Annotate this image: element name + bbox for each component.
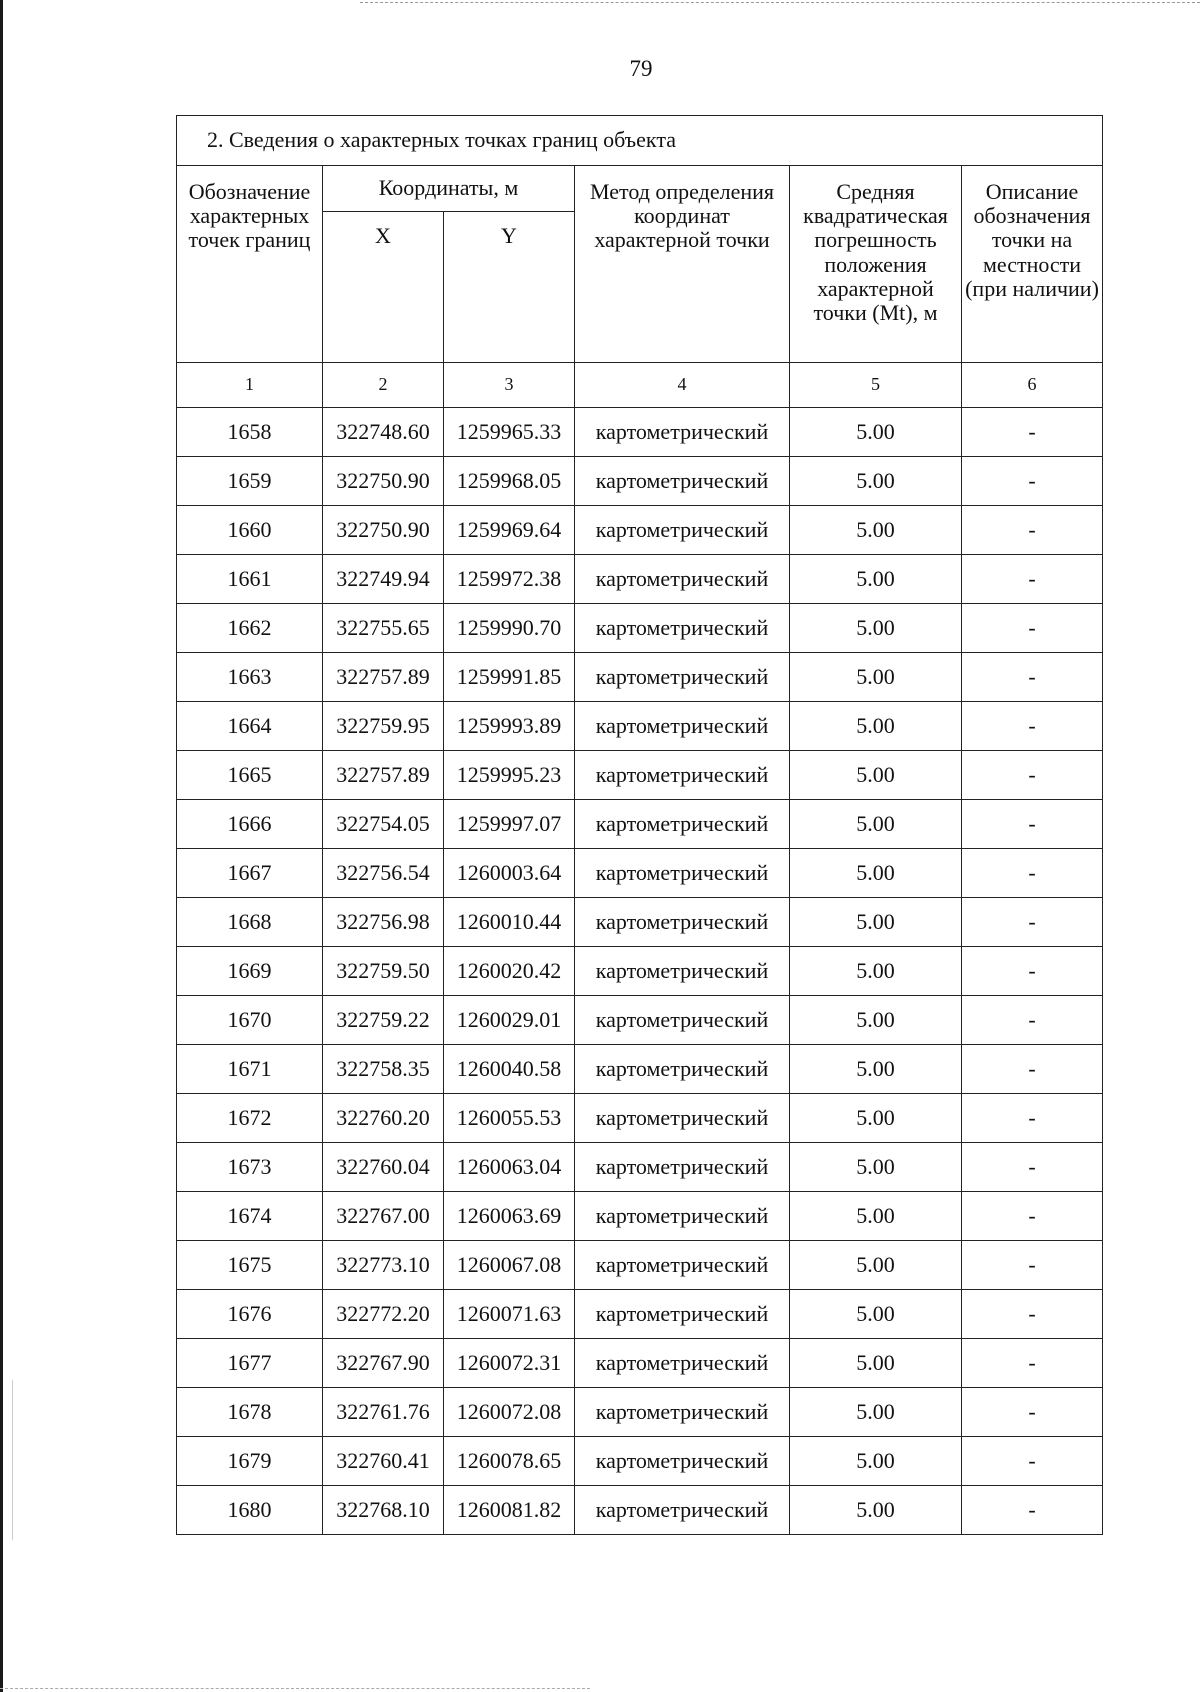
description-cell: - (962, 555, 1103, 604)
table-row (177, 457, 1103, 506)
y-coordinate-cell: 1259997.07 (444, 800, 575, 849)
point-number-cell: 1675 (177, 1241, 323, 1290)
x-coordinate-cell: 322768.10 (323, 1486, 444, 1535)
point-number-cell: 1678 (177, 1388, 323, 1437)
scan-artifact-margin (12, 1380, 13, 1540)
table-row (177, 1241, 1103, 1290)
description-cell: - (962, 849, 1103, 898)
description-cell: - (962, 1143, 1103, 1192)
accuracy-cell: 5.00 (790, 408, 962, 457)
point-number-cell: 1659 (177, 457, 323, 506)
header-y: Y (444, 212, 575, 363)
y-coordinate-cell: 1260081.82 (444, 1486, 575, 1535)
method-cell: картометрический (575, 702, 790, 751)
accuracy-cell: 5.00 (790, 947, 962, 996)
x-coordinate-cell: 322773.10 (323, 1241, 444, 1290)
y-coordinate-cell: 1259990.70 (444, 604, 575, 653)
accuracy-cell: 5.00 (790, 1192, 962, 1241)
accuracy-cell: 5.00 (790, 1486, 962, 1535)
table-row (177, 1339, 1103, 1388)
point-number-cell: 1661 (177, 555, 323, 604)
x-coordinate-cell: 322756.98 (323, 898, 444, 947)
accuracy-cell: 5.00 (790, 506, 962, 555)
description-cell: - (962, 506, 1103, 555)
point-number-cell: 1676 (177, 1290, 323, 1339)
description-cell: - (962, 1094, 1103, 1143)
y-coordinate-cell: 1260072.08 (444, 1388, 575, 1437)
x-coordinate-cell: 322758.35 (323, 1045, 444, 1094)
method-cell: картометрический (575, 604, 790, 653)
description-cell: - (962, 898, 1103, 947)
table-row (177, 1437, 1103, 1486)
table-row (177, 1192, 1103, 1241)
x-coordinate-cell: 322759.95 (323, 702, 444, 751)
accuracy-cell: 5.00 (790, 457, 962, 506)
accuracy-cell: 5.00 (790, 604, 962, 653)
table-row (177, 1486, 1103, 1535)
header-x: X (323, 212, 444, 363)
description-cell: - (962, 702, 1103, 751)
description-cell: - (962, 1388, 1103, 1437)
header-point-designation: Обозначение характерных точек границ (177, 166, 323, 363)
x-coordinate-cell: 322772.20 (323, 1290, 444, 1339)
point-number-cell: 1668 (177, 898, 323, 947)
x-coordinate-cell: 322760.41 (323, 1437, 444, 1486)
table-row (177, 1143, 1103, 1192)
column-number: 5 (790, 363, 962, 408)
y-coordinate-cell: 1260040.58 (444, 1045, 575, 1094)
method-cell: картометрический (575, 1290, 790, 1339)
x-coordinate-cell: 322750.90 (323, 457, 444, 506)
table-row (177, 751, 1103, 800)
point-number-cell: 1671 (177, 1045, 323, 1094)
accuracy-cell: 5.00 (790, 1094, 962, 1143)
method-cell: картометрический (575, 1045, 790, 1094)
method-cell: картометрический (575, 1437, 790, 1486)
point-number-cell: 1665 (177, 751, 323, 800)
description-cell: - (962, 457, 1103, 506)
table-row (177, 996, 1103, 1045)
column-number: 2 (323, 363, 444, 408)
method-cell: картометрический (575, 1486, 790, 1535)
accuracy-cell: 5.00 (790, 800, 962, 849)
accuracy-cell: 5.00 (790, 1437, 962, 1486)
scan-artifact-bottom (0, 1688, 590, 1690)
table-row (177, 1045, 1103, 1094)
point-number-cell: 1673 (177, 1143, 323, 1192)
accuracy-cell: 5.00 (790, 702, 962, 751)
column-numbers-row (177, 363, 1103, 408)
accuracy-cell: 5.00 (790, 653, 962, 702)
table-row (177, 653, 1103, 702)
point-number-cell: 1662 (177, 604, 323, 653)
column-number: 1 (177, 363, 323, 408)
accuracy-cell: 5.00 (790, 1045, 962, 1094)
y-coordinate-cell: 1260078.65 (444, 1437, 575, 1486)
page-number: 79 (629, 56, 653, 81)
y-coordinate-cell: 1259972.38 (444, 555, 575, 604)
description-cell: - (962, 800, 1103, 849)
y-coordinate-cell: 1260067.08 (444, 1241, 575, 1290)
method-cell: картометрический (575, 1339, 790, 1388)
method-cell: картометрический (575, 996, 790, 1045)
point-number-cell: 1672 (177, 1094, 323, 1143)
x-coordinate-cell: 322760.04 (323, 1143, 444, 1192)
table-caption: 2. Сведения о характерных точках границ объекта (177, 116, 1103, 166)
point-number-cell: 1666 (177, 800, 323, 849)
y-coordinate-cell: 1260063.69 (444, 1192, 575, 1241)
header-method: Метод определения координат характерной точки (575, 166, 790, 363)
scan-artifact-top (360, 2, 1200, 4)
method-cell: картометрический (575, 1192, 790, 1241)
method-cell: картометрический (575, 849, 790, 898)
method-cell: картометрический (575, 947, 790, 996)
point-number-cell: 1667 (177, 849, 323, 898)
point-number-cell: 1660 (177, 506, 323, 555)
y-coordinate-cell: 1259995.23 (444, 751, 575, 800)
y-coordinate-cell: 1259993.89 (444, 702, 575, 751)
column-number: 6 (962, 363, 1103, 408)
x-coordinate-cell: 322756.54 (323, 849, 444, 898)
table-row (177, 1388, 1103, 1437)
y-coordinate-cell: 1260063.04 (444, 1143, 575, 1192)
description-cell: - (962, 1192, 1103, 1241)
description-cell: - (962, 947, 1103, 996)
table-row (177, 555, 1103, 604)
x-coordinate-cell: 322755.65 (323, 604, 444, 653)
x-coordinate-cell: 322757.89 (323, 751, 444, 800)
y-coordinate-cell: 1260003.64 (444, 849, 575, 898)
x-coordinate-cell: 322760.20 (323, 1094, 444, 1143)
table-row (177, 947, 1103, 996)
point-number-cell: 1663 (177, 653, 323, 702)
accuracy-cell: 5.00 (790, 1143, 962, 1192)
column-number: 4 (575, 363, 790, 408)
header-description: Описание обозначения точки на местности (при наличии) (962, 166, 1103, 363)
table-row (177, 408, 1103, 457)
method-cell: картометрический (575, 1241, 790, 1290)
point-number-cell: 1674 (177, 1192, 323, 1241)
accuracy-cell: 5.00 (790, 1388, 962, 1437)
x-coordinate-cell: 322759.50 (323, 947, 444, 996)
method-cell: картометрический (575, 1094, 790, 1143)
method-cell: картометрический (575, 408, 790, 457)
y-coordinate-cell: 1259969.64 (444, 506, 575, 555)
table-row (177, 1094, 1103, 1143)
x-coordinate-cell: 322761.76 (323, 1388, 444, 1437)
description-cell: - (962, 996, 1103, 1045)
point-number-cell: 1680 (177, 1486, 323, 1535)
method-cell: картометрический (575, 457, 790, 506)
table-row (177, 604, 1103, 653)
accuracy-cell: 5.00 (790, 996, 962, 1045)
boundary-points-table (176, 115, 1103, 1535)
x-coordinate-cell: 322754.05 (323, 800, 444, 849)
point-number-cell: 1658 (177, 408, 323, 457)
method-cell: картометрический (575, 506, 790, 555)
y-coordinate-cell: 1260010.44 (444, 898, 575, 947)
y-coordinate-cell: 1260020.42 (444, 947, 575, 996)
y-coordinate-cell: 1259968.05 (444, 457, 575, 506)
table-row (177, 898, 1103, 947)
description-cell: - (962, 1339, 1103, 1388)
method-cell: картометрический (575, 751, 790, 800)
x-coordinate-cell: 322750.90 (323, 506, 444, 555)
method-cell: картометрический (575, 555, 790, 604)
description-cell: - (962, 408, 1103, 457)
description-cell: - (962, 1290, 1103, 1339)
y-coordinate-cell: 1259965.33 (444, 408, 575, 457)
description-cell: - (962, 653, 1103, 702)
description-cell: - (962, 604, 1103, 653)
scan-edge (0, 0, 3, 1692)
header-accuracy: Средняя квадратическая погрешность положения характерной точки (Mt), м (790, 166, 962, 363)
method-cell: картометрический (575, 898, 790, 947)
method-cell: картометрический (575, 800, 790, 849)
x-coordinate-cell: 322748.60 (323, 408, 444, 457)
description-cell: - (962, 1045, 1103, 1094)
accuracy-cell: 5.00 (790, 1241, 962, 1290)
method-cell: картометрический (575, 1388, 790, 1437)
description-cell: - (962, 1437, 1103, 1486)
table-row (177, 800, 1103, 849)
header-coordinates: Координаты, м (323, 166, 575, 212)
y-coordinate-cell: 1260029.01 (444, 996, 575, 1045)
accuracy-cell: 5.00 (790, 898, 962, 947)
x-coordinate-cell: 322749.94 (323, 555, 444, 604)
table-row (177, 702, 1103, 751)
accuracy-cell: 5.00 (790, 1339, 962, 1388)
method-cell: картометрический (575, 1143, 790, 1192)
y-coordinate-cell: 1260071.63 (444, 1290, 575, 1339)
y-coordinate-cell: 1260072.31 (444, 1339, 575, 1388)
description-cell: - (962, 1486, 1103, 1535)
table-row (177, 1290, 1103, 1339)
point-number-cell: 1679 (177, 1437, 323, 1486)
y-coordinate-cell: 1259991.85 (444, 653, 575, 702)
table-row (177, 506, 1103, 555)
x-coordinate-cell: 322757.89 (323, 653, 444, 702)
method-cell: картометрический (575, 653, 790, 702)
x-coordinate-cell: 322767.90 (323, 1339, 444, 1388)
accuracy-cell: 5.00 (790, 849, 962, 898)
column-number: 3 (444, 363, 575, 408)
y-coordinate-cell: 1260055.53 (444, 1094, 575, 1143)
description-cell: - (962, 1241, 1103, 1290)
point-number-cell: 1677 (177, 1339, 323, 1388)
point-number-cell: 1670 (177, 996, 323, 1045)
point-number-cell: 1664 (177, 702, 323, 751)
accuracy-cell: 5.00 (790, 751, 962, 800)
point-number-cell: 1669 (177, 947, 323, 996)
x-coordinate-cell: 322767.00 (323, 1192, 444, 1241)
accuracy-cell: 5.00 (790, 1290, 962, 1339)
accuracy-cell: 5.00 (790, 555, 962, 604)
table-row (177, 849, 1103, 898)
description-cell: - (962, 751, 1103, 800)
x-coordinate-cell: 322759.22 (323, 996, 444, 1045)
